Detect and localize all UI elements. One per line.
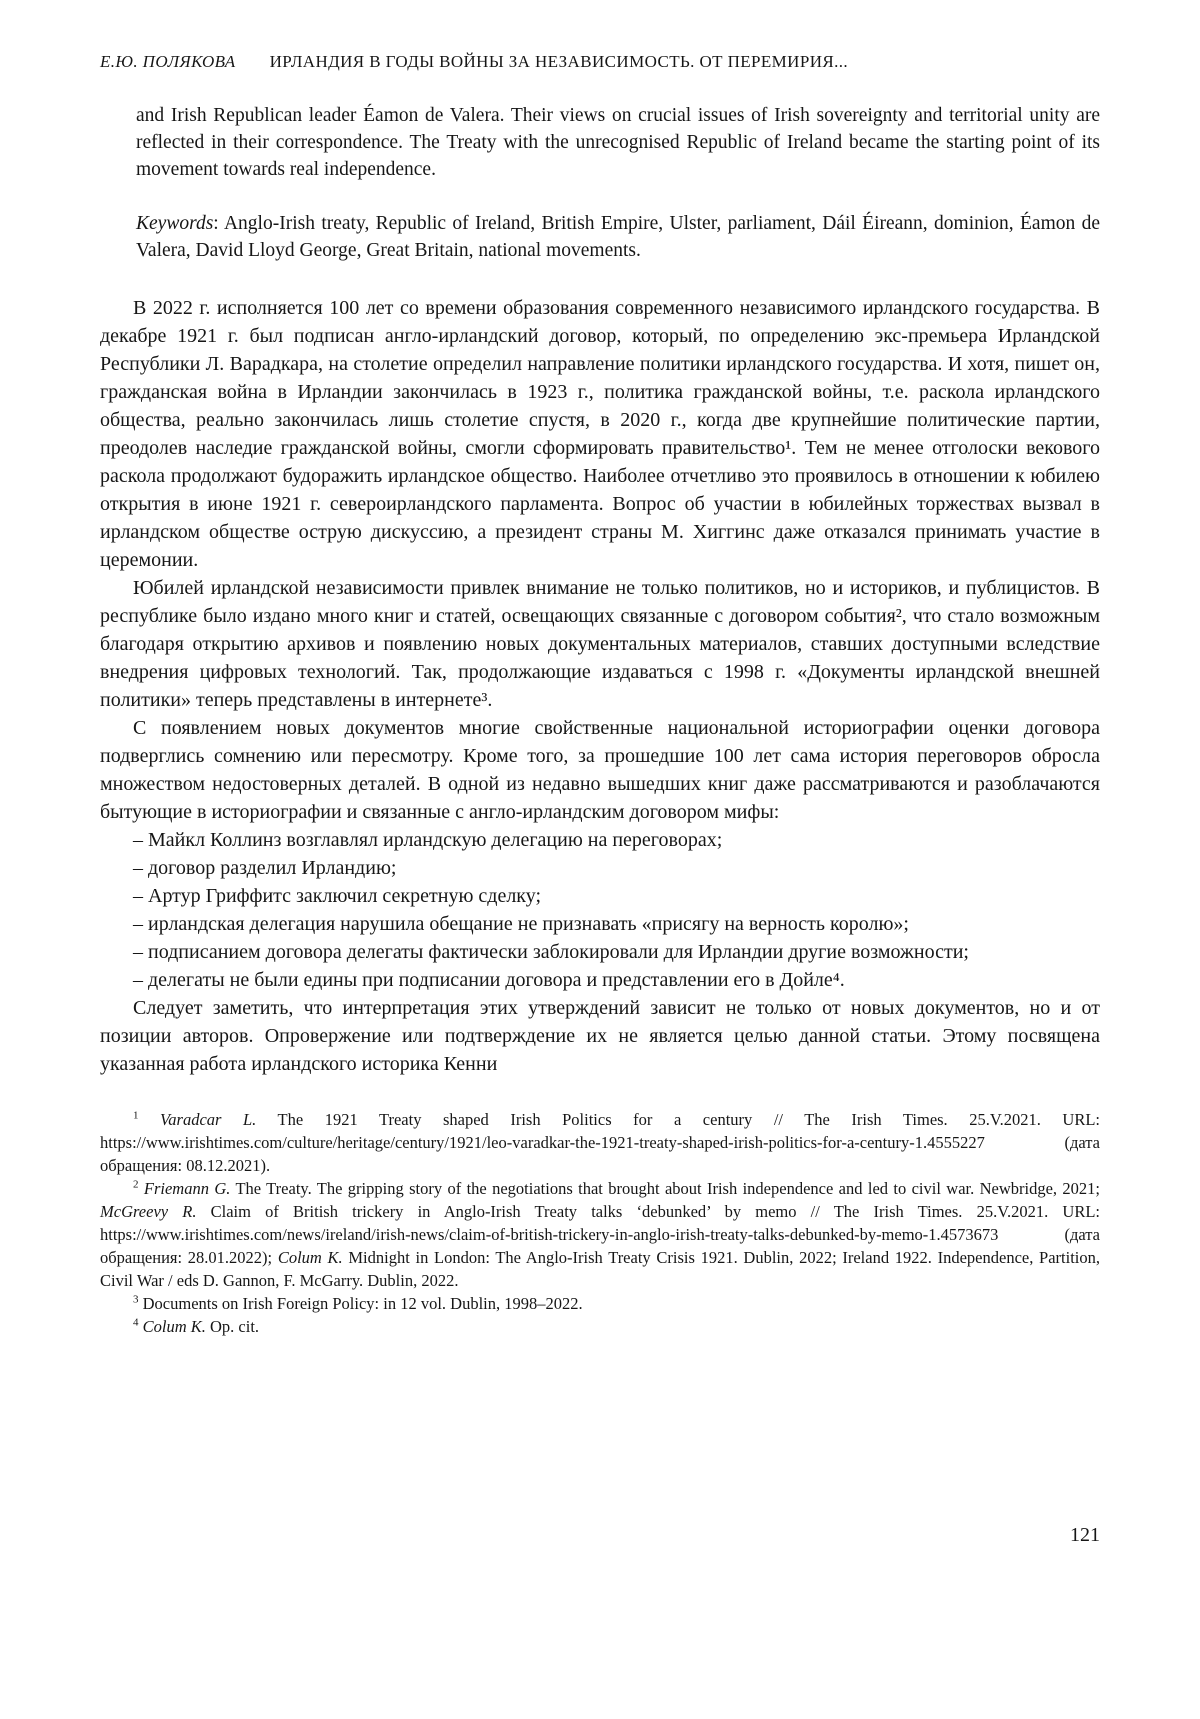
paragraph-intro: В 2022 г. исполняется 100 лет со времени образования современного независимого ирландского государства. В декабре 1921 г. был подписан англо-ирландский договор, который, по определению экс-премьера Ирландской Республики Л. Варадкара, на столетие определил направление политики ирландского государства. И хотя, пишет он, гражданская война в Ирландии закончилась в 1923 г., политика гражданской войны, т.е. раскола ирландского общества, реально закончилась лишь столетие спустя, в 2020 г., когда две крупнейшие политические партии, преодолев наследие гражданской войны, смогли сформировать правительство¹. Тем не менее отголоски векового раскола продолжают будоражить ирландское общество. Наиболее отчетливо это проявилось в отношении к юбилею открытия в июне 1921 г. североирландского парламента. Вопрос об участии в юбилейных торжествах вызвал в ирландском обществе острую дискуссию, а президент страны М. Хиггинс даже отказался принимать участие в церемонии. [100, 297, 1100, 571]
footnote-1-marker: 1 [133, 1109, 139, 1122]
paragraph-new-documents: С появлением новых документов многие свойственные национальной историографии оценки договора подверглись сомнению или пересмотру. Кроме того, за прошедшие 100 лет сама история переговоров обросла множеством недостоверных деталей. В одной из недавно вышедших книг даже рассматриваются и разоблачаются бытующие в историографии и связанные с англо-ирландским договором мифы: [100, 717, 1100, 823]
footnote-3 [100, 1292, 1100, 1315]
footnote-4 [100, 1315, 1100, 1338]
footnote-2-text-1: The Treaty. The gripping story of the negotiations that brought about Irish independence and led to civil war. Newbridge, 2021; [230, 1179, 1100, 1198]
article-body [100, 294, 1100, 1078]
footnote-1 [100, 1108, 1100, 1177]
footnote-1-text: The 1921 Treaty shaped Irish Politics for a century // The Irish Times. 25.V.2021. URL: https://www.irishtimes.com/culture/heritage/century/1921/leo-varadkar-the-1921-treaty-shaped-irish-politics-for-a-century-1.4555227 (дата обращения: 08.12.2021). [100, 1110, 1101, 1175]
footnote-2-author-2: McGreevy R. [100, 1202, 197, 1221]
running-head-author: Е.Ю. ПОЛЯКОВА [100, 52, 236, 71]
footnote-1-author: Varadcar L. [160, 1110, 257, 1129]
footnote-2-text-2: Claim of British trickery in Anglo-Irish Treaty talks ‘debunked’ by memo // The Irish Times. 25.V.2021. URL: https://www.irishtimes.com/news/ireland/irish-news/claim-of-british-trickery-in-anglo-irish-treaty-talks-debunked-by-memo-1.4573673 (дата обращения: 28.01.2022); [100, 1202, 1101, 1267]
paragraph-jubilee: Юбилей ирландской независимости привлек внимание не только политиков, но и историков, и публицистов. В республике было издано много книг и статей, освещающих связанные с договором события², что стало возможным благодаря открытию архивов и появлению новых документальных материалов, ставших доступными вследствие внедрения цифровых технологий. Так, продолжающие издаваться с 1998 г. «Документы ирландской внешней политики» теперь представлены в интернете³. [100, 577, 1100, 711]
footnote-4-author: Colum K. [142, 1317, 206, 1336]
footnote-3-text: Documents on Irish Foreign Policy: in 12 vol. Dublin, 1998–2022. [142, 1294, 583, 1313]
keywords-paragraph [136, 210, 1100, 264]
footnote-2-author-3: Colum K. [277, 1248, 343, 1267]
keywords-text: : Anglo-Irish treaty, Republic of Ireland, British Empire, Ulster, parliament, Dáil Éireann, dominion, Éamon de Valera, David Lloyd George, Great Britain, national movements. [136, 213, 1100, 261]
list-item-myth-1: – Майкл Коллинз возглавлял ирландскую делегацию на переговорах; [133, 829, 723, 851]
footnote-2 [100, 1177, 1100, 1292]
list-item-myth-4: – ирландская делегация нарушила обещание не признавать «присягу на верность королю»; [133, 913, 909, 935]
footnote-2-text-3: Midnight in London: The Anglo-Irish Treaty Crisis 1921. Dublin, 2022; Ireland 1922. Independence, Partition, Civil War / eds D. Gannon, F. McGarry. Dublin, 2022. [100, 1248, 1101, 1290]
list-item-myth-2: – договор разделил Ирландию; [133, 857, 397, 879]
list-item-myth-3: – Артур Гриффитс заключил секретную сделку; [133, 885, 542, 907]
list-item-myth-6: – делегаты не были едины при подписании договора и представлении его в Дойле⁴. [133, 969, 845, 991]
footnote-3-marker: 3 [133, 1293, 139, 1306]
footnotes-section [100, 1108, 1100, 1338]
footnote-2-author-1: Friemann G. [143, 1179, 231, 1198]
list-item-myth-5: – подписанием договора делегаты фактически заблокировали для Ирландии другие возможности; [133, 941, 969, 963]
footnote-4-text: Op. cit. [205, 1317, 260, 1336]
footnote-2-marker: 2 [133, 1178, 139, 1191]
paragraph-closing: Следует заметить, что интерпретация этих утверждений зависит не только от новых документов, но и от позиции авторов. Опровержение или подтверждение их не является целью данной статьи. Этому посвящена указанная работа ирландского историка Кенни [100, 997, 1100, 1075]
footnote-4-marker: 4 [133, 1316, 139, 1329]
keywords-label: Keywords [136, 213, 214, 234]
abstract-text: and Irish Republican leader Éamon de Valera. Their views on crucial issues of Irish sovereignty and territorial unity are reflected in their correspondence. The Treaty with the unrecognised Republic of Ireland became the starting point of its movement towards real independence. [136, 105, 1100, 180]
page-number: 121 [1070, 1524, 1100, 1546]
running-head-title: ИРЛАНДИЯ В ГОДЫ ВОЙНЫ ЗА НЕЗАВИСИМОСТЬ. ОТ ПЕРЕМИРИЯ... [269, 52, 849, 71]
abstract-section [136, 102, 1100, 264]
running-head [100, 52, 1100, 72]
